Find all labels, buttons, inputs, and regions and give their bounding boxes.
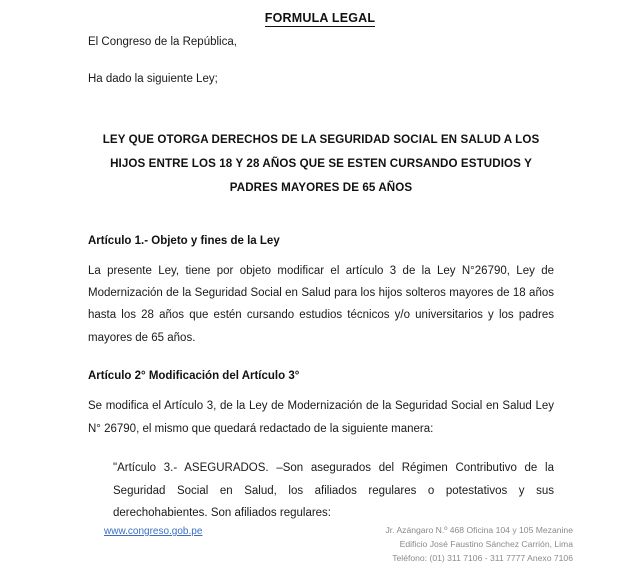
law-heading-line-1: LEY QUE OTORGA DERECHOS DE LA SEGURIDAD SOCIAL EN SALUD A LOS xyxy=(102,133,540,147)
article-3-quote: "Artículo 3.- ASEGURADOS. –Son asegurados del Régimen Contributivo de la Seguridad Social en Salud, los afiliados regulares o potestativos y sus derechohabientes. Son afiliados regulares: xyxy=(113,462,554,520)
article-1-body: La presente Ley, tiene por objeto modificar el artículo 3 de la Ley N°26790, Ley de Modernización de la Seguridad Social en Salud para los hijos solteros mayores de 18 años hasta los 28 años que estén cursando estudios técnicos y/o universitarios y los padres mayores de 65 años. xyxy=(88,264,554,344)
footer-address-line-1: Jr. Azángaro N.º 468 Oficina 104 y 105 Mezanine xyxy=(385,525,573,535)
congress-website-link[interactable]: www.congreso.gob.pe xyxy=(104,526,203,537)
document-footer xyxy=(0,521,640,578)
article-2-heading: Artículo 2° Modificación del Artículo 3° xyxy=(88,370,300,383)
salutation-line-1: El Congreso de la República, xyxy=(88,36,237,48)
footer-address xyxy=(385,524,573,566)
article-1-heading: Artículo 1.- Objeto y fines de la Ley xyxy=(88,234,280,247)
law-heading-line-2: HIJOS ENTRE LOS 18 Y 28 AÑOS QUE SE ESTEN CURSANDO ESTUDIOS Y xyxy=(110,157,532,171)
document-title-text: FORMULA LEGAL xyxy=(264,11,376,25)
footer-address-line-3: Teléfono: (01) 311 7106 - 311 7777 Anexo 7106 xyxy=(392,552,573,563)
footer-address-line-2: Edificio José Faustino Sánchez Carrión, Lima xyxy=(399,538,573,549)
salutation-line-2: Ha dado la siguiente Ley; xyxy=(88,72,218,85)
law-heading xyxy=(88,128,554,199)
article-2-body: Se modifica el Artículo 3, de la Ley de Modernización de la Seguridad Social en Salud Ley N° 26790, el mismo que quedará redactado de la siguiente manera: xyxy=(88,400,554,435)
law-heading-line-3: PADRES MAYORES DE 65 AÑOS xyxy=(229,180,413,194)
document-body xyxy=(88,0,554,536)
